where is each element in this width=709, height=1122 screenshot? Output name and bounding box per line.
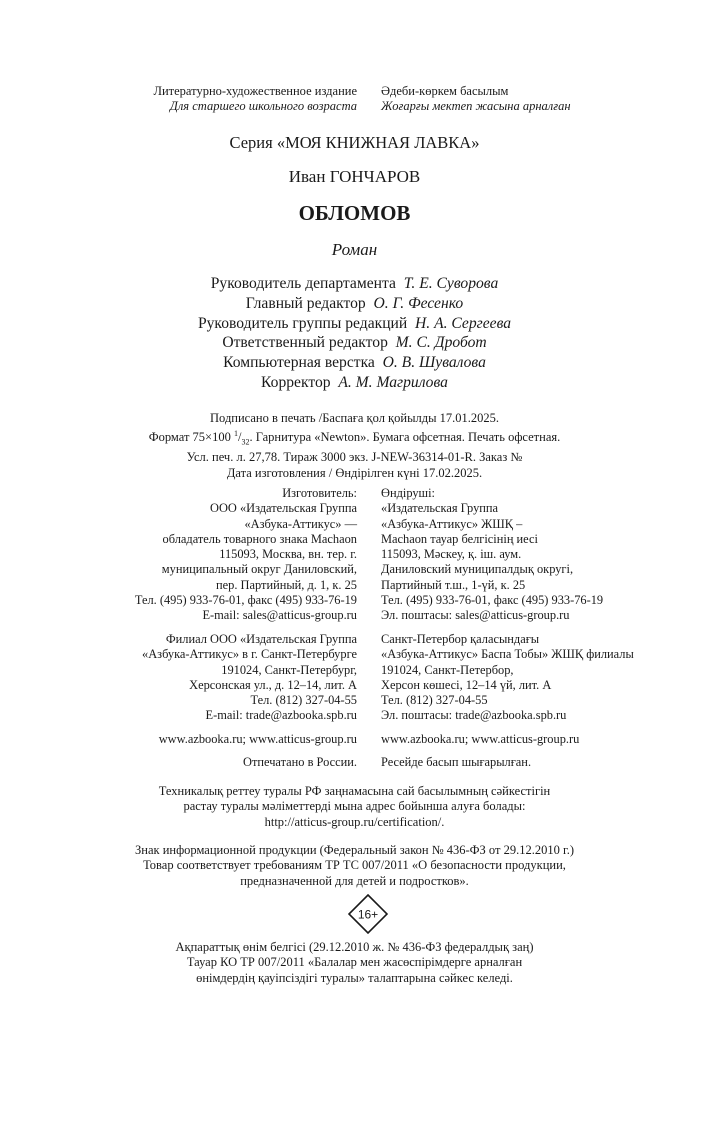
branch-ru-line: «Азбука-Аттикус» в г. Санкт-Петербурге: [142, 647, 357, 662]
branch-kz-line: Санкт-Петербор қаласындағы: [381, 632, 540, 646]
printed-kz: Ресейде басып шығарылған.: [381, 755, 532, 769]
branch-kz-line: Эл. поштасы: trade@azbooka.spb.ru: [381, 708, 567, 723]
header-right-line: Жоғарғы мектеп жасына арналған: [381, 99, 571, 114]
series: Серия «МОЯ КНИЖНАЯ ЛАВКА»: [229, 133, 480, 152]
credit-line: Корректор А. М. Магрилова: [261, 373, 448, 391]
websites-ru: www.azbooka.ru; www.atticus-group.ru: [158, 732, 357, 746]
header-left: [154, 84, 358, 115]
print-signed: Подписано в печать /Баспаға қол қойылды 17.01.2025.: [210, 411, 499, 425]
manufacturer-kz-line: Партийный т.ш., 1-үй, к. 25: [381, 577, 526, 592]
manufacturer-ru-line: Тел. (495) 933-76-01, факс (495) 933-76-19: [134, 593, 357, 608]
manufacturer-ru-line: «Азбука-Аттикус» —: [244, 516, 357, 531]
age-rating-text: 16+: [357, 907, 379, 922]
header-right: [381, 84, 571, 115]
info-sign: [0, 843, 709, 889]
info-sign-line: предназначенной для детей и подростков».: [240, 873, 469, 888]
branch-ru-line: E-mail: trade@azbooka.spb.ru: [205, 708, 357, 723]
branch-kz-line: 191024, Санкт-Петербор,: [381, 662, 514, 677]
genre: Роман: [331, 240, 378, 259]
credit-line: Ответственный редактор М. С. Дробот: [222, 334, 487, 352]
manufacturer-ru-line: обладатель товарного знака Machaon: [162, 531, 357, 546]
info-sign-line: Товар соответствует требованиям ТР ТС 007/2011 «О безопасности продукции,: [143, 858, 566, 873]
kz-info: [0, 940, 709, 986]
branch-kz-line: «Азбука-Аттикус» Баспа Тобы» ЖШҚ филиалы: [381, 647, 634, 662]
info-sign-line: Знак информационной продукции (Федеральный закон № 436-ФЗ от 29.12.2010 г.): [135, 843, 574, 857]
manufacturer-kz-line: Machaon тауар белгісінің иесі: [381, 531, 538, 546]
tech-regulation-line: растау туралы мәліметтерді мына адрес бойынша алуға болады:: [183, 799, 526, 814]
tech-regulation-line: Техникалық реттеу туралы РФ заңнамасына сай басылымның сәйкестігін: [158, 784, 551, 798]
manufacturer-kz-line: 115093, Мәскеу, қ. іш. аум.: [381, 547, 522, 562]
print-info: [0, 411, 709, 481]
kz-info-line: өнімдердің қауіпсіздігі туралы» талаптарына сәйкес келеді.: [196, 970, 513, 985]
manufacturer-kz-line: Эл. поштасы: sales@atticus-group.ru: [381, 608, 570, 623]
credit-line: Компьютерная верстка О. В. Шувалова: [223, 354, 486, 372]
manufacturer-ru-line: Изготовитель:: [282, 486, 357, 500]
branch-ru-line: Филиал ООО «Издательская Группа: [165, 632, 357, 646]
credit-line: Главный редактор О. Г. Фесенко: [245, 294, 464, 312]
manufacturer-kz: [381, 486, 603, 624]
credits: [0, 274, 709, 393]
author: Иван ГОНЧАРОВ: [288, 167, 421, 186]
book-title: ОБЛОМОВ: [298, 201, 411, 225]
credit-line: Руководитель департамента Т. Е. Суворова: [210, 275, 499, 292]
branch-ru: [142, 632, 357, 724]
credit-line: Руководитель группы редакций Н. А. Сергеева: [197, 314, 512, 332]
kz-info-line: Ақпараттық өнім белгісі (29.12.2010 ж. № 436-ФЗ федералдық заң): [175, 940, 534, 954]
tech-regulation-line: http://atticus-group.ru/certification/.: [264, 814, 445, 829]
manufacturer-kz-line: Тел. (495) 933-76-01, факс (495) 933-76-19: [381, 593, 604, 608]
age-rating-badge: [348, 894, 388, 934]
print-format: Формат 75×100 $^1/_{32}$. Гарнитура «Newton». Бумага офсетная. Печать офсетная.: [148, 429, 561, 448]
manufacturer-ru-line: E-mail: sales@atticus-group.ru: [202, 608, 357, 623]
manufacturer-kz-line: «Издательская Группа: [381, 501, 499, 516]
branch-ru-line: Тел. (812) 327-04-55: [250, 693, 357, 708]
manufacturer-ru-line: пер. Партийный, д. 1, к. 25: [216, 577, 357, 592]
branch-ru-line: 191024, Санкт-Петербург,: [221, 662, 357, 677]
header-left-line: Для старшего школьного возраста: [169, 99, 357, 114]
printed-ru: Отпечатано в России.: [243, 755, 357, 769]
branch-kz-line: Херсон көшесі, 12–14 үй, лит. А: [381, 677, 552, 692]
kz-info-line: Тауар КО ТР 007/2011 «Балалар мен жасөспірімдерге арналған: [186, 955, 523, 970]
print-date: Дата изготовления / Өндірілген күні 17.02.2025.: [226, 465, 483, 480]
websites-kz: www.azbooka.ru; www.atticus-group.ru: [381, 732, 580, 746]
branch-ru-line: Херсонская ул., д. 12–14, лит. А: [189, 677, 357, 692]
manufacturer-kz-line: «Азбука-Аттикус» ЖШҚ –: [381, 516, 523, 531]
manufacturer-ru-line: ООО «Издательская Группа: [210, 501, 357, 516]
print-usl: Усл. печ. л. 27,78. Тираж 3000 экз. J-NEW-36314-01-R. Заказ №: [186, 450, 523, 465]
header-left-line: Литературно-художественное издание: [153, 84, 357, 98]
header-right-line: Әдеби-көркем басылым: [381, 84, 509, 98]
manufacturer-ru-line: 115093, Москва, вн. тер. г.: [219, 547, 357, 562]
manufacturer-ru-line: муниципальный округ Даниловский,: [161, 562, 357, 577]
branch-kz: [381, 632, 634, 724]
branch-kz-line: Тел. (812) 327-04-55: [381, 693, 488, 708]
manufacturer-kz-line: Өндіруші:: [381, 486, 435, 500]
manufacturer-kz-line: Даниловский муниципалдық округі,: [381, 562, 574, 577]
manufacturer-ru: [135, 486, 357, 624]
tech-regulation: [0, 784, 709, 830]
